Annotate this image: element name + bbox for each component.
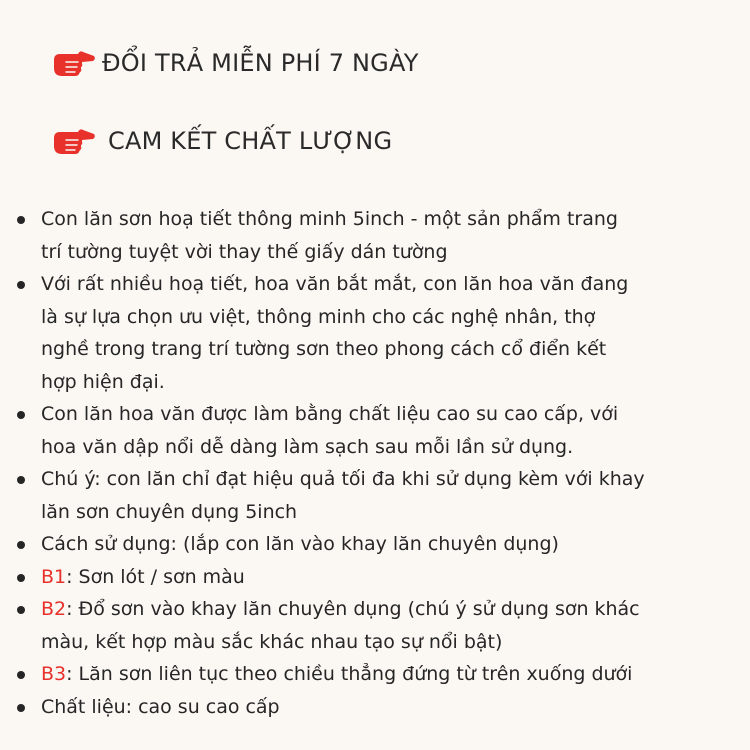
step-label: B1 <box>41 565 67 588</box>
list-item-text: Cách sử dụng: (lắp con lăn vào khay lăn chuyên dụng) <box>41 533 559 555</box>
free-return-text: ĐỔI TRẢ MIỄN PHÍ 7 NGÀY <box>102 49 419 77</box>
list-item <box>15 691 750 724</box>
list-item-text: Chú ý: con lăn chỉ đạt hiệu quả tối đa khi sử dụng kèm với khay <box>41 468 645 490</box>
list-item-text: lăn sơn chuyên dụng 5inch <box>41 500 298 523</box>
list-item-text: trí tường tuyệt vời thay thế giấy dán tường <box>41 240 448 263</box>
list-item-text: Với rất nhiều hoạ tiết, hoa văn bắt mắt, con lăn hoa văn đang <box>41 273 629 295</box>
list-item-text: Con lăn sơn hoạ tiết thông minh 5inch - một sản phẩm trang <box>41 208 618 230</box>
step-item-b1 <box>15 561 750 594</box>
step-item-b3 <box>15 658 750 691</box>
product-features-list <box>15 203 750 723</box>
quality-commitment-text: CAM KẾT CHẤT LƯỢNG <box>108 127 393 155</box>
step-label: B3 <box>41 663 67 685</box>
list-item <box>15 463 750 528</box>
list-item <box>15 398 750 463</box>
pointing-hand-icon <box>52 126 96 156</box>
list-item-text: hợp hiện đại. <box>41 370 165 393</box>
step-text: : Sơn lót / sơn màu <box>66 565 245 588</box>
list-item-text: Chất liệu: cao su cao cấp <box>41 695 280 718</box>
list-item <box>15 203 750 268</box>
step-text: màu, kết hợp màu sắc khác nhau tạo sự nổi bật) <box>41 630 503 653</box>
step-text: : Lăn sơn liên tục theo chiều thẳng đứng từ trên xuống dưới <box>66 663 633 685</box>
step-item-b2 <box>15 593 750 658</box>
step-text: : Đổ sơn vào khay lăn chuyên dụng (chú ý sử dụng sơn khác <box>66 598 640 620</box>
list-item-text: nghề trong trang trí tường sơn theo phong cách cổ điển kết <box>41 338 607 360</box>
free-return-badge <box>52 48 419 78</box>
list-item-text: là sự lựa chọn ưu việt, thông minh cho các nghệ nhân, thợ <box>41 305 596 328</box>
list-item <box>15 528 750 561</box>
pointing-hand-icon <box>52 48 96 78</box>
list-item-text: hoa văn dập nổi dễ dàng làm sạch sau mỗi lần sử dụng. <box>41 435 574 458</box>
list-item-text: Con lăn hoa văn được làm bằng chất liệu cao su cao cấp, với <box>41 403 619 425</box>
list-item <box>15 268 750 398</box>
step-label: B2 <box>41 598 67 620</box>
quality-commitment-badge <box>52 126 392 156</box>
